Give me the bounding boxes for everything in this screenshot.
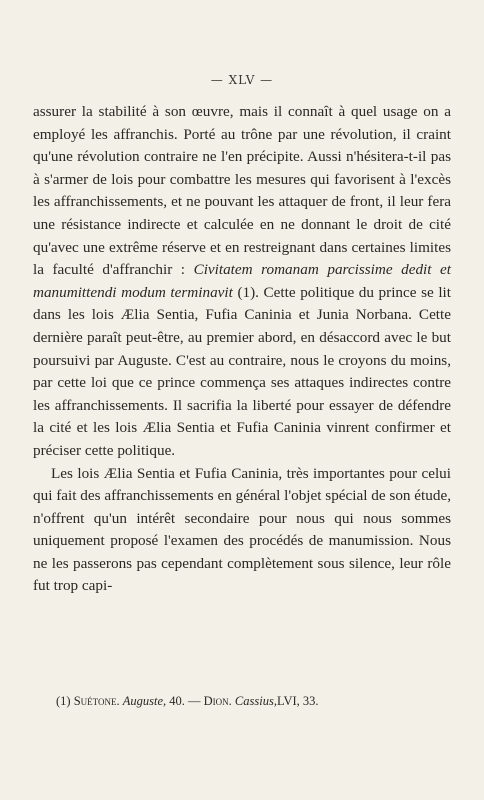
footnote-work-1: Auguste, (122, 694, 167, 708)
body-text (33, 101, 451, 598)
footnote-marker: (1) (56, 694, 71, 708)
latin-quote: Civitatem romanam parcissime dedit et manumittendi modum terminavit (33, 261, 451, 301)
paragraph-1 (33, 101, 451, 463)
footnote-author-2: Dion. (203, 694, 232, 708)
footnote-author-1: Suétone. (73, 694, 120, 708)
paragraph-2 (33, 463, 451, 599)
footnote (56, 694, 451, 709)
paragraph-1-text-a: assurer la stabilité à son œuvre, mais il connaît à quel usage on a employé les affranchis. Porté au trône par une révolution, il craint qu'une révolution contraire ne l'en précipite. Aussi n'hésitera-t-il pas à s'armer de lois pour combattre les mesures qui favorisent à l'excès les affranchissements, et ne pouvant les attaquer de front, il leur fera une résistance indirecte et calculée en ne donnant le droit de cité qu'avec une extrême réserve et en restreignant dans certaines limites la faculté d'affranchir : (33, 103, 451, 279)
footnote-ref-1: 40. — (169, 694, 201, 708)
running-head: — XLV — (210, 73, 274, 87)
paragraph-1-text-b: (1). Cette politique du prince se lit dans les lois Ælia Sentia, Fufia Caninia et Junia Norbana. Cette dernière paraît peut-être, au premier abord, en désaccord avec le but poursuivi par Auguste. C'est au contraire, nous le croyons du moins, par cette loi que ce prince commença ses attaques indirectes contre les affranchissements. Il sacrifia la liberté pour essayer de défendre la cité et les lois Ælia Sentia et Fufia Caninia vinrent confirmer et préciser cette politique. (33, 283, 451, 459)
footnote-ref-2: LVI, 33. (276, 694, 319, 708)
paragraph-2-text: Les lois Ælia Sentia et Fufia Caninia, très importantes pour celui qui fait des affranchissements en général l'objet spécial de son étude, n'offrent qu'un intérêt secondaire pour nous qui nous sommes uniquement proposé l'examen des procédés de manumission. Nous ne les passerons pas cependant complètement sous silence, leur rôle fut trop capi- (33, 464, 451, 595)
footnote-work-2: Cassius, (234, 694, 277, 708)
